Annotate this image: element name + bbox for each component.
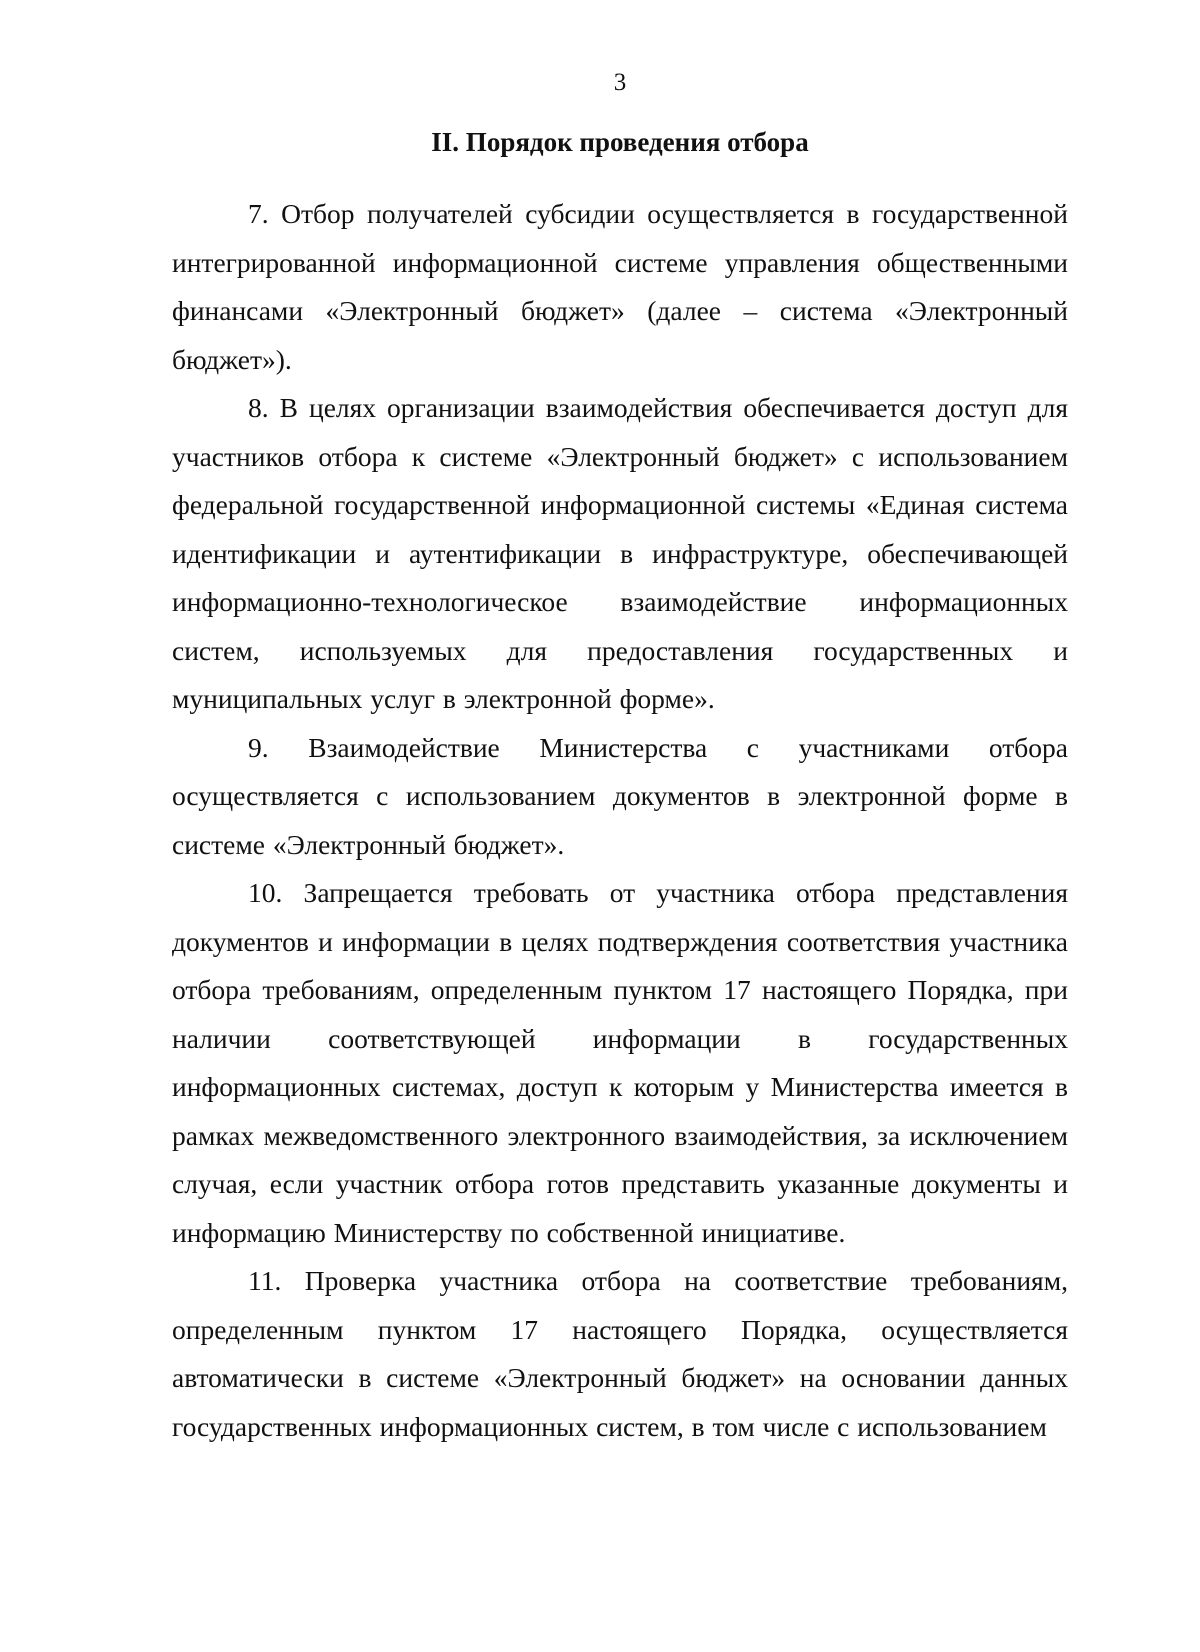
paragraph-8: 8. В целях организации взаимодействия обеспечивается доступ для участников отбора к системе «Электронный бюджет» с использованием федеральной государственной информационной системы «Единая система идентификации и аутентификации в инфраструктуре, обеспечивающей информационно-технологическое взаимодействие информационных систем, используемых для предоставления государственных и муниципальных услуг в электронной форме».	[172, 392, 1068, 714]
paragraph-7: 7. Отбор получателей субсидии осуществляется в государственной интегрированной информационной системе управления общественными финансами «Электронный бюджет» (далее – система «Электронный бюджет»).	[172, 198, 1068, 375]
page-number: 3	[613, 69, 627, 96]
paragraph-9: 9. Взаимодействие Министерства с участниками отбора осуществляется с использованием документов в электронной форме в системе «Электронный бюджет».	[172, 731, 1068, 860]
document-body	[172, 190, 1068, 1451]
paragraph-11: 11. Проверка участника отбора на соответствие требованиям, определенным пунктом 17 настоящего Порядка, осуществляется автоматически в системе «Электронный бюджет» на основании данных государственных информационных систем, в том числе с использованием	[172, 1265, 1068, 1442]
section-title: II. Порядок проведения отбора	[431, 127, 809, 157]
paragraph-10: 10. Запрещается требовать от участника отбора представления документов и информации в целях подтверждения соответствия участника отбора требованиям, определенным пунктом 17 настоящего Порядка, при наличии соответствующей информации в государственных информационных системах, доступ к которым у Министерства имеется в рамках межведомственного электронного взаимодействия, за исключением случая, если участник отбора готов представить указанные документы и информацию Министерству по собственной инициативе.	[172, 877, 1068, 1248]
